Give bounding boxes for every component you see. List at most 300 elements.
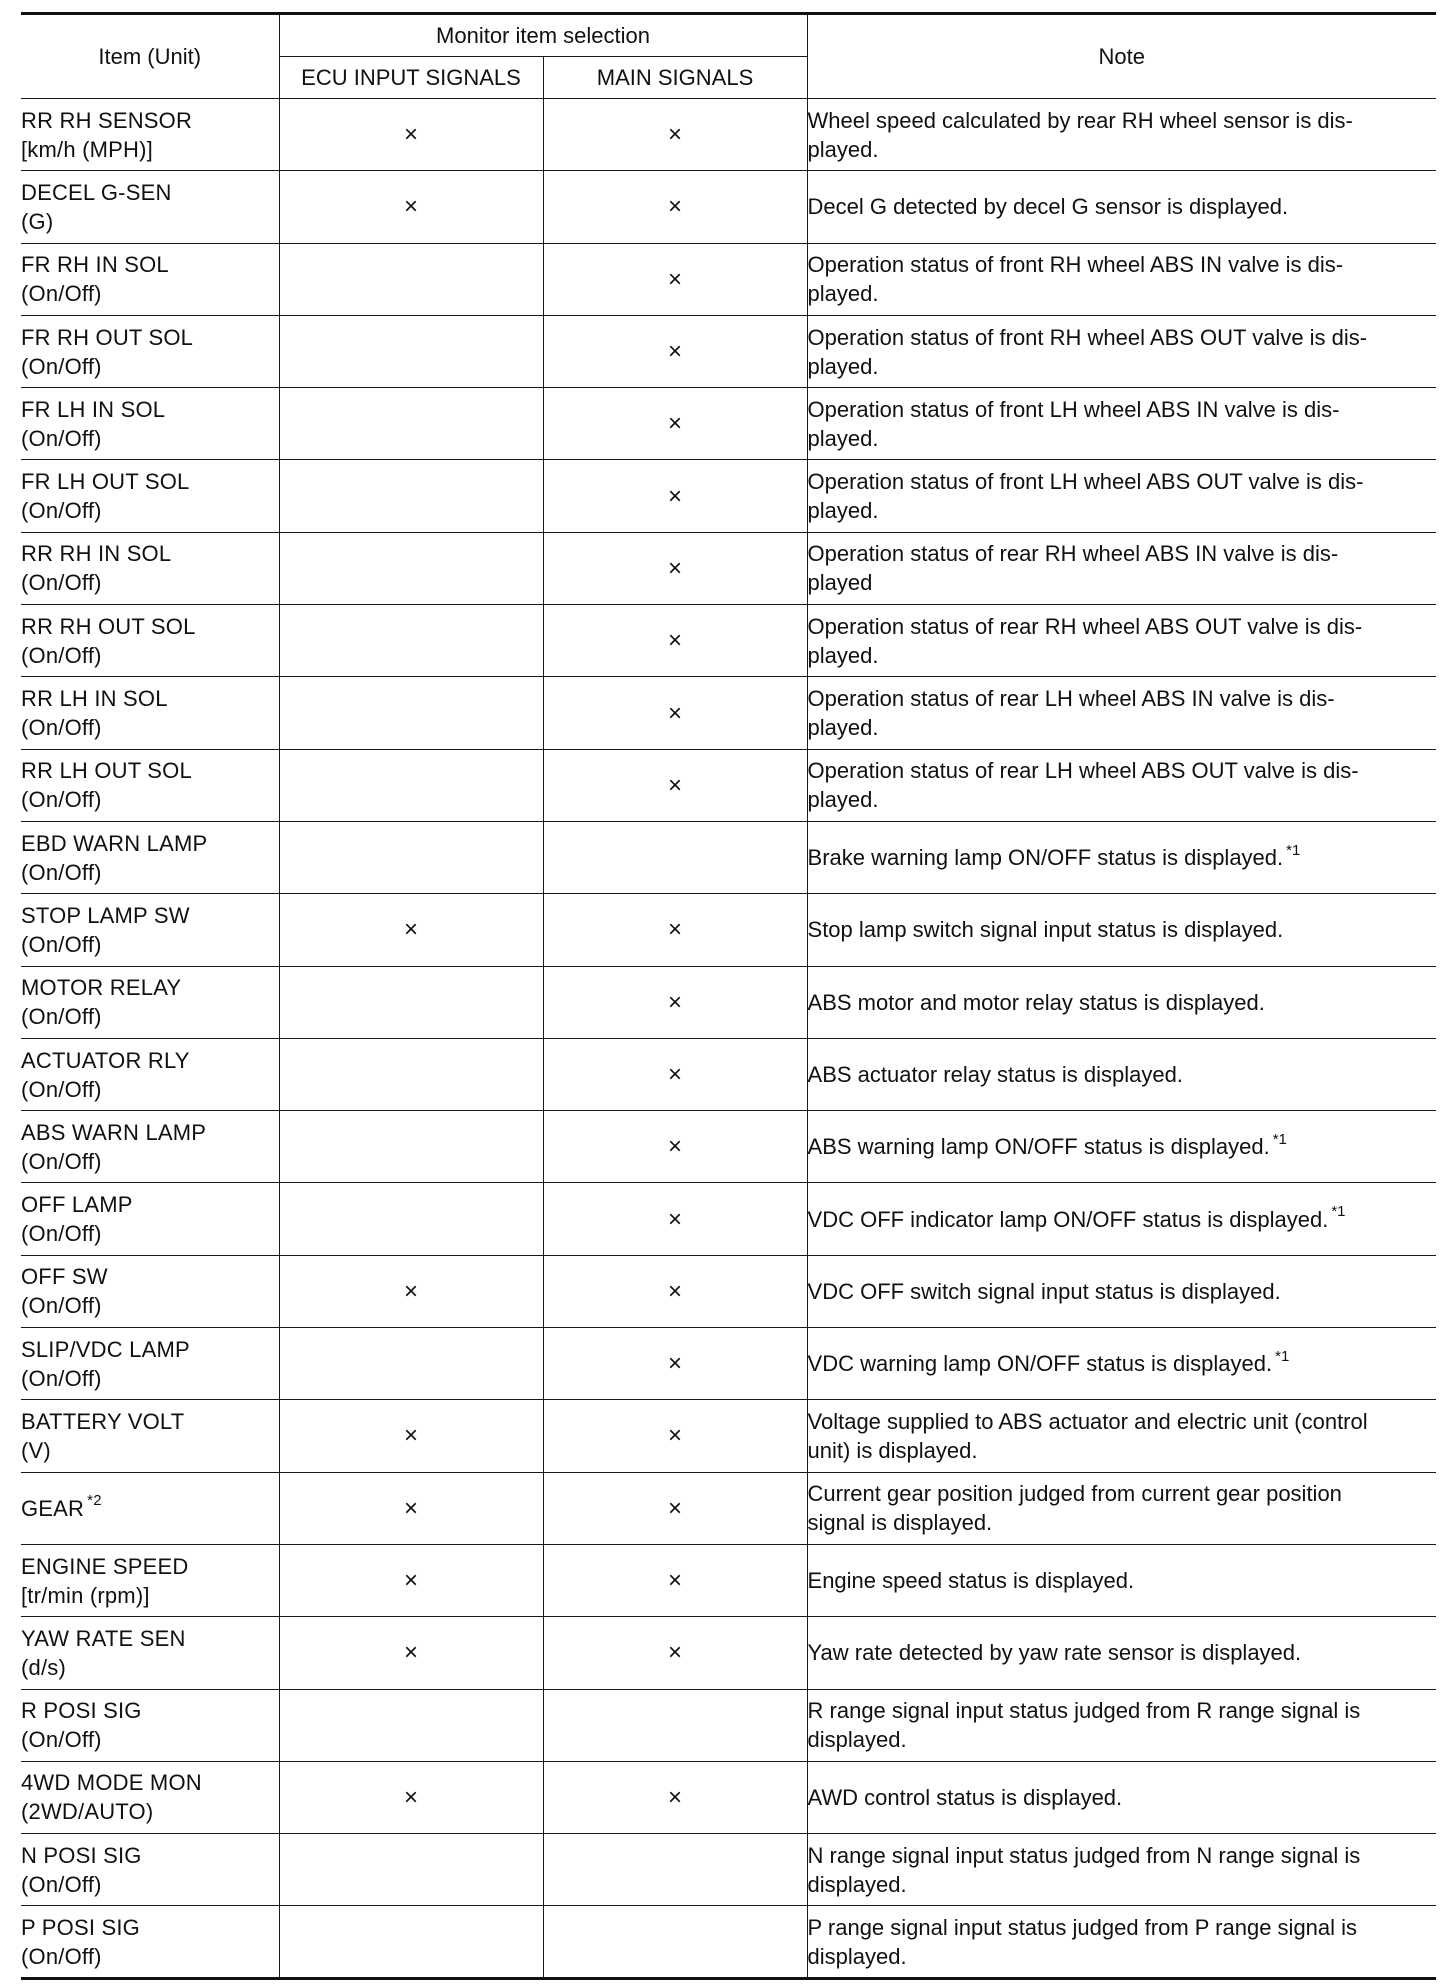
table-row (21, 243, 1436, 315)
item-name: MOTOR RELAY (21, 975, 182, 1001)
table-row (21, 966, 1436, 1038)
table-row (21, 1761, 1436, 1833)
note-text: P range signal input status judged from P range signal is (807, 1914, 1358, 1940)
item-unit: (On/Off) (21, 642, 102, 668)
note-line (808, 1277, 1437, 1306)
note-text: Stop lamp switch signal input status is displayed. (807, 917, 1284, 943)
note-text: ABS actuator relay status is displayed. (807, 1062, 1183, 1087)
main-signals-cell: × (543, 171, 807, 243)
ecu-input-signals-cell (279, 677, 543, 749)
note-line (808, 756, 1437, 785)
note-text: R range signal input status judged from R range signal is (807, 1698, 1361, 1724)
note-text: Wheel speed calculated by rear RH wheel sensor is dis- (807, 107, 1353, 133)
note-text: Operation status of front LH wheel ABS OUT valve is dis- (807, 469, 1364, 495)
note-text: VDC warning lamp ON/OFF status is displayed. (807, 1351, 1273, 1377)
item-unit: (On/Off) (21, 1871, 102, 1897)
ecu-input-signals-cell (279, 460, 543, 532)
note-line (808, 1436, 1437, 1465)
note-text: Operation status of front RH wheel ABS OUT valve is dis- (807, 324, 1368, 350)
item-cell (21, 460, 279, 532)
table-body (21, 99, 1436, 1979)
note-text: Operation status of front RH wheel ABS IN valve is dis- (807, 252, 1344, 278)
note-line (808, 1638, 1437, 1667)
item-unit: (G) (21, 208, 54, 234)
item-name: RR RH IN SOL (21, 541, 172, 567)
item-unit: (2WD/AUTO) (21, 1799, 154, 1825)
item-cell (21, 605, 279, 677)
item-name: FR LH OUT SOL (21, 469, 190, 495)
note-text: Operation status of rear RH wheel ABS OUT valve is dis- (807, 613, 1363, 639)
ecu-input-signals-cell (279, 243, 543, 315)
table-row (21, 1328, 1436, 1400)
note-cell (807, 821, 1436, 893)
ecu-input-signals-cell (279, 1689, 543, 1761)
note-line (808, 713, 1437, 742)
item-unit: (On/Off) (21, 1727, 102, 1753)
item-name: OFF LAMP (21, 1192, 133, 1218)
item-name-line (21, 1696, 279, 1725)
header-ecu-input-signals: ECU INPUT SIGNALS (279, 57, 543, 99)
note-text: played. (807, 715, 879, 741)
item-name-line (21, 467, 279, 496)
note-line (808, 612, 1437, 641)
item-cell (21, 532, 279, 604)
note-text: played. (807, 787, 879, 813)
item-cell (21, 894, 279, 966)
item-name-line (21, 539, 279, 568)
ecu-input-signals-cell: × (279, 171, 543, 243)
item-unit: (On/Off) (21, 1148, 102, 1174)
ecu-input-signals-cell: × (279, 1400, 543, 1472)
note-line (808, 1696, 1437, 1725)
main-signals-cell: × (543, 99, 807, 171)
note-cell (807, 1255, 1436, 1327)
item-unit: (On/Off) (21, 1365, 102, 1391)
item-unit: (On/Off) (21, 1221, 102, 1247)
table-row (21, 677, 1436, 749)
ecu-input-signals-cell: × (279, 1255, 543, 1327)
note-text: Operation status of rear LH wheel ABS IN valve is dis- (807, 686, 1335, 712)
ecu-input-signals-cell (279, 1038, 543, 1110)
item-cell (21, 966, 279, 1038)
table-row (21, 894, 1436, 966)
main-signals-cell: × (543, 1328, 807, 1400)
ecu-input-signals-cell (279, 1906, 543, 1978)
main-signals-cell: × (543, 1761, 807, 1833)
item-name-line (21, 250, 279, 279)
ecu-input-signals-cell (279, 1834, 543, 1906)
main-signals-cell: × (543, 460, 807, 532)
table-row (21, 1255, 1436, 1327)
note-line (808, 785, 1437, 814)
item-unit: (d/s) (21, 1654, 66, 1680)
note-cell (807, 1111, 1436, 1183)
item-name-line (21, 1494, 279, 1523)
table-row (21, 315, 1436, 387)
note-line (808, 1479, 1437, 1508)
note-cell (807, 315, 1436, 387)
note-line (808, 250, 1437, 279)
item-cell (21, 99, 279, 171)
item-name: STOP LAMP SW (21, 902, 190, 928)
main-signals-cell: × (543, 677, 807, 749)
item-name-line (21, 1913, 279, 1942)
item-name-line (21, 1552, 279, 1581)
note-text: Current gear position judged from current gear position (807, 1481, 1342, 1507)
item-name-line (21, 1046, 279, 1075)
table-row (21, 821, 1436, 893)
ecu-input-signals-cell (279, 966, 543, 1038)
item-cell (21, 388, 279, 460)
note-cell (807, 1400, 1436, 1472)
main-signals-cell: × (543, 532, 807, 604)
item-unit: [tr/min (rpm)] (21, 1582, 150, 1608)
note-footnote-marker: *1 (1286, 841, 1301, 859)
item-unit: (On/Off) (21, 715, 102, 741)
item-name: R POSI SIG (21, 1698, 142, 1724)
item-name: FR RH IN SOL (21, 252, 169, 278)
note-cell (807, 243, 1436, 315)
note-line (808, 1205, 1437, 1234)
note-text: VDC OFF switch signal input status is displayed. (807, 1278, 1281, 1304)
table-row (21, 1111, 1436, 1183)
table-row (21, 1400, 1436, 1472)
header-monitor-item-selection: Monitor item selection (279, 14, 807, 57)
ecu-input-signals-cell (279, 605, 543, 677)
note-cell (807, 605, 1436, 677)
header-main-signals: MAIN SIGNALS (543, 57, 807, 99)
item-cell (21, 677, 279, 749)
note-text: N range signal input status judged from N range signal is (807, 1842, 1361, 1868)
note-cell (807, 99, 1436, 171)
main-signals-cell: × (543, 1544, 807, 1616)
note-cell (807, 1544, 1436, 1616)
note-line (808, 1870, 1437, 1899)
main-signals-cell: × (543, 894, 807, 966)
note-cell (807, 894, 1436, 966)
item-unit: (On/Off) (21, 281, 102, 307)
note-line (808, 352, 1437, 381)
note-line (808, 496, 1437, 525)
item-unit: (V) (21, 1437, 51, 1463)
item-name-line (21, 395, 279, 424)
item-unit: (On/Off) (21, 498, 102, 524)
item-cell (21, 1834, 279, 1906)
ecu-input-signals-cell: × (279, 99, 543, 171)
main-signals-cell: × (543, 1255, 807, 1327)
item-cell (21, 1617, 279, 1689)
main-signals-cell: × (543, 243, 807, 315)
table-row (21, 532, 1436, 604)
item-unit: (On/Off) (21, 570, 102, 596)
item-cell (21, 315, 279, 387)
note-line (808, 1407, 1437, 1436)
note-line (808, 1566, 1437, 1595)
note-line (808, 106, 1437, 135)
note-line (808, 1841, 1437, 1870)
main-signals-cell: × (543, 749, 807, 821)
item-name: 4WD MODE MON (21, 1770, 202, 1796)
note-line (808, 135, 1437, 164)
note-text: Brake warning lamp ON/OFF status is displayed. (807, 845, 1284, 871)
note-text: played. (807, 281, 879, 307)
item-cell (21, 1328, 279, 1400)
note-text: displayed. (807, 1871, 907, 1897)
ecu-input-signals-cell: × (279, 1617, 543, 1689)
item-name-line (21, 829, 279, 858)
item-name-line (21, 106, 279, 135)
item-name: RR RH OUT SOL (21, 613, 196, 639)
note-line (808, 988, 1437, 1017)
note-line (808, 843, 1437, 872)
table-row (21, 1689, 1436, 1761)
ecu-input-signals-cell (279, 315, 543, 387)
ecu-input-signals-cell (279, 1183, 543, 1255)
main-signals-cell: × (543, 315, 807, 387)
item-unit: (On/Off) (21, 1943, 102, 1969)
ecu-input-signals-cell (279, 532, 543, 604)
item-unit: (On/Off) (21, 859, 102, 885)
item-name-line (21, 1262, 279, 1291)
item-cell (21, 1544, 279, 1616)
item-name-line (21, 1335, 279, 1364)
note-line (808, 1349, 1437, 1378)
item-name-line (21, 1841, 279, 1870)
ecu-input-signals-cell (279, 1111, 543, 1183)
note-text: ABS warning lamp ON/OFF status is displayed. (807, 1134, 1270, 1160)
note-footnote-marker: *1 (1331, 1203, 1346, 1221)
note-cell (807, 677, 1436, 749)
item-unit: [km/h (MPH)] (21, 136, 153, 162)
table-row (21, 1038, 1436, 1110)
note-text: Operation status of front LH wheel ABS IN valve is dis- (807, 396, 1340, 422)
note-text: played. (807, 498, 879, 524)
note-text: displayed. (807, 1727, 907, 1753)
note-line (808, 323, 1437, 352)
note-cell (807, 532, 1436, 604)
note-text: signal is displayed. (807, 1510, 993, 1536)
item-name-line (21, 756, 279, 785)
note-cell (807, 1183, 1436, 1255)
main-signals-cell: × (543, 1038, 807, 1110)
note-cell (807, 1834, 1436, 1906)
note-line (808, 641, 1437, 670)
note-cell (807, 1689, 1436, 1761)
item-footnote-marker: *2 (87, 1492, 102, 1510)
note-cell (807, 1761, 1436, 1833)
note-cell (807, 388, 1436, 460)
item-name-line (21, 612, 279, 641)
item-name: RR LH IN SOL (21, 686, 168, 712)
note-text: AWD control status is displayed. (807, 1784, 1123, 1810)
note-line (808, 539, 1437, 568)
ecu-input-signals-cell (279, 388, 543, 460)
note-line (808, 192, 1437, 221)
table-row (21, 1183, 1436, 1255)
item-cell (21, 171, 279, 243)
note-cell (807, 1906, 1436, 1978)
note-text: Operation status of rear RH wheel ABS IN valve is dis- (807, 541, 1339, 567)
table-row (21, 1834, 1436, 1906)
item-name: RR RH SENSOR (21, 107, 193, 133)
item-name: FR RH OUT SOL (21, 324, 194, 350)
ecu-input-signals-cell: × (279, 1544, 543, 1616)
note-footnote-marker: *1 (1275, 1347, 1290, 1365)
item-name: SLIP/VDC LAMP (21, 1336, 190, 1362)
item-name: BATTERY VOLT (21, 1408, 185, 1434)
ecu-input-signals-cell: × (279, 1472, 543, 1544)
table-row (21, 1544, 1436, 1616)
item-name: GEAR (21, 1495, 85, 1521)
item-cell (21, 821, 279, 893)
note-text: played. (807, 353, 879, 379)
note-cell (807, 966, 1436, 1038)
note-line (808, 1725, 1437, 1754)
main-signals-cell (543, 1834, 807, 1906)
note-text: VDC OFF indicator lamp ON/OFF status is displayed. (807, 1206, 1329, 1232)
item-unit: (On/Off) (21, 787, 102, 813)
note-text: ABS motor and motor relay status is displayed. (807, 989, 1265, 1015)
note-cell (807, 1038, 1436, 1110)
item-unit: (On/Off) (21, 1293, 102, 1319)
table-row (21, 99, 1436, 171)
note-text: Voltage supplied to ABS actuator and electric unit (control (807, 1408, 1368, 1434)
main-signals-cell (543, 1689, 807, 1761)
item-name: ABS WARN LAMP (21, 1119, 207, 1145)
table-row (21, 749, 1436, 821)
item-name-line (21, 178, 279, 207)
item-name-line (21, 1118, 279, 1147)
item-cell (21, 1472, 279, 1544)
note-cell (807, 749, 1436, 821)
note-cell (807, 1328, 1436, 1400)
table-row (21, 1617, 1436, 1689)
note-footnote-marker: *1 (1272, 1130, 1287, 1148)
table-row (21, 460, 1436, 532)
header-note: Note (807, 14, 1436, 99)
note-text: Decel G detected by decel G sensor is displayed. (807, 194, 1289, 220)
main-signals-cell: × (543, 388, 807, 460)
note-text: unit) is displayed. (807, 1437, 978, 1463)
item-cell (21, 1761, 279, 1833)
note-line (808, 1060, 1437, 1089)
item-cell (21, 1689, 279, 1761)
item-name: FR LH IN SOL (21, 396, 166, 422)
table-row (21, 1906, 1436, 1978)
main-signals-cell: × (543, 605, 807, 677)
table-row (21, 388, 1436, 460)
table-row (21, 1472, 1436, 1544)
item-cell (21, 1111, 279, 1183)
main-signals-cell (543, 821, 807, 893)
item-name-line (21, 901, 279, 930)
note-text: played. (807, 136, 879, 162)
note-line (808, 1942, 1437, 1971)
item-unit: (On/Off) (21, 931, 102, 957)
note-text: played (807, 570, 873, 596)
item-unit: (On/Off) (21, 1076, 102, 1102)
item-name: N POSI SIG (21, 1842, 142, 1868)
item-cell (21, 1400, 279, 1472)
ecu-input-signals-cell (279, 749, 543, 821)
table-row (21, 605, 1436, 677)
ecu-input-signals-cell: × (279, 894, 543, 966)
note-line (808, 568, 1437, 597)
note-cell (807, 460, 1436, 532)
item-name: DECEL G-SEN (21, 179, 172, 205)
main-signals-cell: × (543, 1183, 807, 1255)
item-name: OFF SW (21, 1264, 108, 1290)
item-name: YAW RATE SEN (21, 1625, 186, 1651)
table-header (21, 14, 1436, 99)
table-row (21, 171, 1436, 243)
note-text: played. (807, 642, 879, 668)
note-text: Yaw rate detected by yaw rate sensor is displayed. (807, 1640, 1302, 1666)
main-signals-cell: × (543, 1617, 807, 1689)
item-name-line (21, 973, 279, 1002)
main-signals-cell: × (543, 966, 807, 1038)
note-line (808, 684, 1437, 713)
main-signals-cell: × (543, 1472, 807, 1544)
note-cell (807, 1617, 1436, 1689)
note-text: displayed. (807, 1943, 907, 1969)
item-cell (21, 1038, 279, 1110)
ecu-input-signals-cell: × (279, 1761, 543, 1833)
item-cell (21, 749, 279, 821)
note-line (808, 279, 1437, 308)
item-name-line (21, 684, 279, 713)
main-signals-cell: × (543, 1111, 807, 1183)
note-text: played. (807, 425, 879, 451)
item-name: EBD WARN LAMP (21, 830, 208, 856)
note-cell (807, 1472, 1436, 1544)
item-name: ENGINE SPEED (21, 1553, 189, 1579)
item-unit: (On/Off) (21, 425, 102, 451)
note-line (808, 395, 1437, 424)
note-line (808, 1783, 1437, 1812)
note-line (808, 467, 1437, 496)
ecu-input-signals-cell (279, 1328, 543, 1400)
item-name: RR LH OUT SOL (21, 758, 192, 784)
item-name-line (21, 1768, 279, 1797)
note-line (808, 915, 1437, 944)
item-name-line (21, 1624, 279, 1653)
main-signals-cell (543, 1906, 807, 1978)
item-unit: (On/Off) (21, 1004, 102, 1030)
note-cell (807, 171, 1436, 243)
note-line (808, 1913, 1437, 1942)
note-line (808, 1508, 1437, 1537)
item-name: ACTUATOR RLY (21, 1047, 190, 1073)
note-line (808, 1132, 1437, 1161)
note-text: Engine speed status is displayed. (807, 1568, 1135, 1594)
monitor-item-table (21, 12, 1436, 1980)
item-name-line (21, 1407, 279, 1436)
item-name: P POSI SIG (21, 1914, 140, 1940)
item-cell (21, 1906, 279, 1978)
main-signals-cell: × (543, 1400, 807, 1472)
note-line (808, 424, 1437, 453)
item-name-line (21, 323, 279, 352)
item-unit: (On/Off) (21, 353, 102, 379)
item-cell (21, 1183, 279, 1255)
item-cell (21, 1255, 279, 1327)
item-name-line (21, 1190, 279, 1219)
header-item-unit: Item (Unit) (21, 14, 279, 99)
item-cell (21, 243, 279, 315)
note-text: Operation status of rear LH wheel ABS OUT valve is dis- (807, 758, 1359, 784)
ecu-input-signals-cell (279, 821, 543, 893)
